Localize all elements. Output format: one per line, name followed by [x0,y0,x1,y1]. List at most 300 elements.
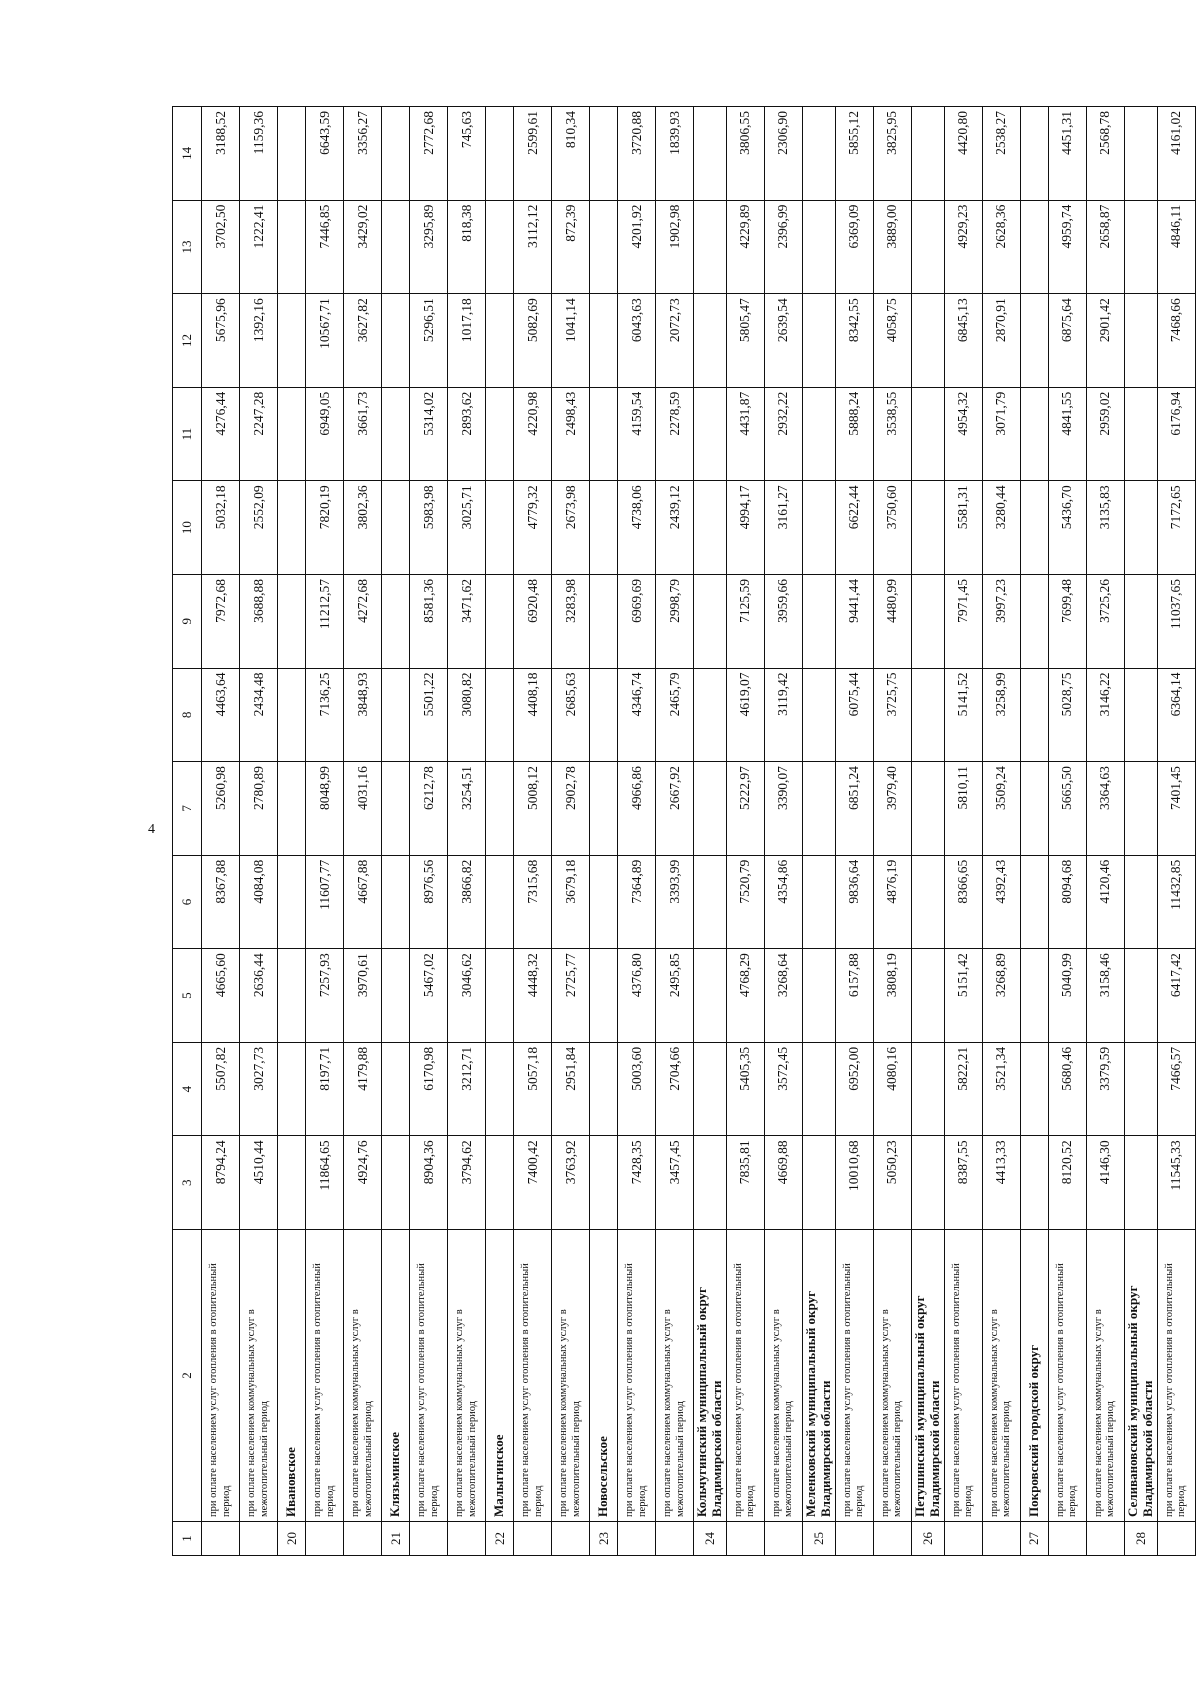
empty-cell [486,294,514,388]
value-cell: 4031,16 [344,762,382,856]
table-row [552,107,590,1556]
value-cell: 8342,55 [835,294,873,388]
value-cell: 4924,76 [344,1136,382,1230]
value-cell: 5050,23 [873,1136,911,1230]
value-cell: 6157,88 [835,949,873,1043]
value-cell: 3146,22 [1086,668,1124,762]
empty-cell [802,762,835,856]
row-index [514,1522,552,1556]
value-cell: 8581,36 [410,574,448,668]
value-cell: 7257,93 [306,949,344,1043]
empty-cell [382,1042,410,1136]
value-cell: 2552,09 [240,481,278,575]
value-cell: 4376,80 [618,949,656,1043]
table-row [982,107,1020,1556]
value-cell: 3280,44 [982,481,1020,575]
empty-cell [802,668,835,762]
group-row [382,107,410,1556]
group-row [1124,107,1157,1556]
value-cell: 3702,50 [202,200,240,294]
row-index: 26 [911,1522,944,1556]
empty-cell [590,107,618,201]
empty-cell [486,107,514,201]
value-cell: 7520,79 [726,855,764,949]
column-header: 12 [173,294,202,388]
empty-cell [1124,1042,1157,1136]
value-cell: 4159,54 [618,387,656,481]
empty-cell [1020,574,1048,668]
value-cell: 3725,75 [873,668,911,762]
value-cell: 4768,29 [726,949,764,1043]
value-cell: 810,34 [552,107,590,201]
value-cell: 4738,06 [618,481,656,575]
row-index [552,1522,590,1556]
value-cell: 5507,82 [202,1042,240,1136]
row-index [835,1522,873,1556]
table-row [202,107,240,1556]
value-cell: 11545,33 [1157,1136,1195,1230]
value-cell: 5040,99 [1048,949,1086,1043]
value-cell: 3866,82 [448,855,486,949]
empty-cell [1124,200,1157,294]
value-cell: 5665,50 [1048,762,1086,856]
column-header: 11 [173,387,202,481]
row-index: 22 [486,1522,514,1556]
row-label: при оплате населением услуг отопления в отопительный период [514,1230,552,1522]
empty-cell [694,200,727,294]
value-cell: 7468,66 [1157,294,1195,388]
value-cell: 4994,17 [726,481,764,575]
empty-cell [694,762,727,856]
value-cell: 2306,90 [764,107,802,201]
row-index [448,1522,486,1556]
empty-cell [278,200,306,294]
row-label: при оплате населением коммунальных услуг в межотопительный период [656,1230,694,1522]
value-cell: 1017,18 [448,294,486,388]
value-cell: 2658,87 [1086,200,1124,294]
table-row [1157,107,1195,1556]
empty-cell [590,574,618,668]
column-header: 4 [173,1042,202,1136]
value-cell: 3025,71 [448,481,486,575]
empty-cell [382,949,410,1043]
group-label: Селивановский муниципальный округ Владимирской области [1124,1230,1157,1522]
empty-cell [802,1042,835,1136]
value-cell: 7699,48 [1048,574,1086,668]
value-cell: 5003,60 [618,1042,656,1136]
row-index: 27 [1020,1522,1048,1556]
value-cell: 5855,12 [835,107,873,201]
value-cell: 4220,98 [514,387,552,481]
value-cell: 5028,75 [1048,668,1086,762]
value-cell: 2434,48 [240,668,278,762]
empty-cell [278,762,306,856]
table-row [448,107,486,1556]
group-row [802,107,835,1556]
value-cell: 4120,46 [1086,855,1124,949]
value-cell: 4392,43 [982,855,1020,949]
empty-cell [911,481,944,575]
empty-cell [1124,668,1157,762]
value-cell: 3119,42 [764,668,802,762]
empty-cell [486,1136,514,1230]
value-cell: 1159,36 [240,107,278,201]
value-cell: 2772,68 [410,107,448,201]
value-cell: 7971,45 [944,574,982,668]
value-cell: 3538,55 [873,387,911,481]
value-cell: 5888,24 [835,387,873,481]
table-row [514,107,552,1556]
value-cell: 2568,78 [1086,107,1124,201]
value-cell: 4966,86 [618,762,656,856]
empty-cell [911,668,944,762]
table-row [764,107,802,1556]
value-cell: 3071,79 [982,387,1020,481]
value-cell: 3390,07 [764,762,802,856]
empty-cell [382,574,410,668]
value-cell: 3429,02 [344,200,382,294]
empty-cell [382,762,410,856]
value-cell: 8197,71 [306,1042,344,1136]
value-cell: 3268,89 [982,949,1020,1043]
value-cell: 4229,89 [726,200,764,294]
group-label: Покровский городской округ [1020,1230,1048,1522]
value-cell: 3509,24 [982,762,1020,856]
value-cell: 11607,77 [306,855,344,949]
value-cell: 2439,12 [656,481,694,575]
value-cell: 5822,21 [944,1042,982,1136]
empty-cell [1124,574,1157,668]
value-cell: 5314,02 [410,387,448,481]
value-cell: 11037,65 [1157,574,1195,668]
value-cell: 2072,73 [656,294,694,388]
value-cell: 2893,62 [448,387,486,481]
row-label: при оплате населением коммунальных услуг в межотопительный период [344,1230,382,1522]
row-index: 28 [1124,1522,1157,1556]
value-cell: 745,63 [448,107,486,201]
value-cell: 4876,19 [873,855,911,949]
empty-cell [694,107,727,201]
value-cell: 6643,59 [306,107,344,201]
value-cell: 6875,64 [1048,294,1086,388]
value-cell: 5057,18 [514,1042,552,1136]
group-row [694,107,727,1556]
empty-cell [590,762,618,856]
empty-cell [802,107,835,201]
row-label: при оплате населением коммунальных услуг в межотопительный период [873,1230,911,1522]
column-header: 7 [173,762,202,856]
empty-cell [1124,1136,1157,1230]
value-cell: 4161,02 [1157,107,1195,201]
row-label: при оплате населением услуг отопления в отопительный период [1048,1230,1086,1522]
value-cell: 2870,91 [982,294,1020,388]
empty-cell [278,1136,306,1230]
value-cell: 6949,05 [306,387,344,481]
value-cell: 3679,18 [552,855,590,949]
value-cell: 4413,33 [982,1136,1020,1230]
value-cell: 5983,98 [410,481,448,575]
value-cell: 2498,43 [552,387,590,481]
empty-cell [486,1042,514,1136]
group-label: Новосельское [590,1230,618,1522]
empty-cell [590,949,618,1043]
empty-cell [1020,762,1048,856]
empty-cell [911,200,944,294]
value-cell: 4080,16 [873,1042,911,1136]
rotated-table-container [172,106,1187,1556]
value-cell: 6364,14 [1157,668,1195,762]
row-label: при оплате населением услуг отопления в отопительный период [618,1230,656,1522]
value-cell: 2673,98 [552,481,590,575]
empty-cell [382,200,410,294]
value-cell: 4201,92 [618,200,656,294]
value-cell: 11212,57 [306,574,344,668]
column-header: 8 [173,668,202,762]
column-header: 13 [173,200,202,294]
column-header: 1 [173,1522,202,1556]
group-label: Меленковский муниципальный округ Владимирской области [802,1230,835,1522]
value-cell: 6170,98 [410,1042,448,1136]
value-cell: 818,38 [448,200,486,294]
value-cell: 3997,23 [982,574,1020,668]
value-cell: 3393,99 [656,855,694,949]
empty-cell [802,481,835,575]
empty-cell [1020,1042,1048,1136]
empty-cell [1124,762,1157,856]
value-cell: 2932,22 [764,387,802,481]
value-cell: 2636,44 [240,949,278,1043]
value-cell: 6952,00 [835,1042,873,1136]
value-cell: 2628,36 [982,200,1020,294]
value-cell: 2725,77 [552,949,590,1043]
value-cell: 3627,82 [344,294,382,388]
empty-cell [486,574,514,668]
row-label: при оплате населением коммунальных услуг в межотопительный период [982,1230,1020,1522]
table-row [344,107,382,1556]
value-cell: 8794,24 [202,1136,240,1230]
empty-cell [278,668,306,762]
value-cell: 5467,02 [410,949,448,1043]
column-header: 3 [173,1136,202,1230]
value-cell: 4420,80 [944,107,982,201]
row-label: при оплате населением коммунальных услуг в межотопительный период [448,1230,486,1522]
value-cell: 4841,55 [1048,387,1086,481]
value-cell: 7972,68 [202,574,240,668]
row-label: при оплате населением коммунальных услуг в межотопительный период [764,1230,802,1522]
value-cell: 2278,59 [656,387,694,481]
value-cell: 6369,09 [835,200,873,294]
empty-cell [486,855,514,949]
value-cell: 7446,85 [306,200,344,294]
value-cell: 9441,44 [835,574,873,668]
group-label: Кольчугинский муниципальный округ Владимирской области [694,1230,727,1522]
table-row [240,107,278,1556]
value-cell: 8387,55 [944,1136,982,1230]
value-cell: 4179,88 [344,1042,382,1136]
tariff-table [172,106,1196,1556]
empty-cell [590,200,618,294]
empty-cell [486,762,514,856]
value-cell: 3046,62 [448,949,486,1043]
table-row [1048,107,1086,1556]
value-cell: 7428,35 [618,1136,656,1230]
empty-cell [486,387,514,481]
value-cell: 7466,57 [1157,1042,1195,1136]
value-cell: 8976,56 [410,855,448,949]
empty-cell [1124,855,1157,949]
value-cell: 3254,51 [448,762,486,856]
value-cell: 2704,66 [656,1042,694,1136]
value-cell: 6075,44 [835,668,873,762]
value-cell: 7136,25 [306,668,344,762]
empty-cell [278,1042,306,1136]
empty-cell [590,294,618,388]
empty-cell [1020,949,1048,1043]
row-label: при оплате населением коммунальных услуг в межотопительный период [1086,1230,1124,1522]
empty-cell [382,387,410,481]
value-cell: 5581,31 [944,481,982,575]
empty-cell [1124,107,1157,201]
table-row [873,107,911,1556]
value-cell: 3188,52 [202,107,240,201]
empty-cell [911,574,944,668]
value-cell: 7835,81 [726,1136,764,1230]
value-cell: 5501,22 [410,668,448,762]
value-cell: 3750,60 [873,481,911,575]
row-index: 20 [278,1522,306,1556]
value-cell: 10010,68 [835,1136,873,1230]
value-cell: 3457,45 [656,1136,694,1230]
value-cell: 4665,60 [202,949,240,1043]
empty-cell [911,855,944,949]
value-cell: 5032,18 [202,481,240,575]
value-cell: 7400,42 [514,1136,552,1230]
page-number: 4 [148,822,155,837]
value-cell: 3258,99 [982,668,1020,762]
row-index [410,1522,448,1556]
row-index [982,1522,1020,1556]
value-cell: 3848,93 [344,668,382,762]
value-cell: 4146,30 [1086,1136,1124,1230]
row-label: при оплате населением услуг отопления в отопительный период [410,1230,448,1522]
value-cell: 3112,12 [514,200,552,294]
value-cell: 3364,63 [1086,762,1124,856]
value-cell: 4276,44 [202,387,240,481]
value-cell: 4846,11 [1157,200,1195,294]
value-cell: 4959,74 [1048,200,1086,294]
value-cell: 2998,79 [656,574,694,668]
empty-cell [1124,294,1157,388]
empty-cell [694,949,727,1043]
empty-cell [1020,200,1048,294]
value-cell: 4451,31 [1048,107,1086,201]
value-cell: 7125,59 [726,574,764,668]
row-label: при оплате населением коммунальных услуг в межотопительный период [240,1230,278,1522]
value-cell: 6176,94 [1157,387,1195,481]
row-index: 25 [802,1522,835,1556]
empty-cell [694,387,727,481]
table-row [618,107,656,1556]
empty-cell [694,481,727,575]
value-cell: 4510,44 [240,1136,278,1230]
value-cell: 11432,85 [1157,855,1195,949]
empty-cell [911,1136,944,1230]
value-cell: 5405,35 [726,1042,764,1136]
value-cell: 7172,65 [1157,481,1195,575]
value-cell: 1392,16 [240,294,278,388]
row-index [726,1522,764,1556]
empty-cell [1124,481,1157,575]
value-cell: 3268,64 [764,949,802,1043]
value-cell: 5675,96 [202,294,240,388]
value-cell: 3356,27 [344,107,382,201]
value-cell: 8094,68 [1048,855,1086,949]
value-cell: 4667,88 [344,855,382,949]
value-cell: 2951,84 [552,1042,590,1136]
value-cell: 4954,32 [944,387,982,481]
value-cell: 2538,27 [982,107,1020,201]
empty-cell [1124,387,1157,481]
table-row [726,107,764,1556]
row-label: при оплате населением услуг отопления в отопительный период [306,1230,344,1522]
value-cell: 2247,28 [240,387,278,481]
value-cell: 8367,88 [202,855,240,949]
value-cell: 2902,78 [552,762,590,856]
value-cell: 2685,63 [552,668,590,762]
empty-cell [278,294,306,388]
value-cell: 3806,55 [726,107,764,201]
value-cell: 3970,61 [344,949,382,1043]
value-cell: 7364,89 [618,855,656,949]
value-cell: 3661,73 [344,387,382,481]
row-label: при оплате населением услуг отопления в отопительный период [202,1230,240,1522]
value-cell: 8048,99 [306,762,344,856]
value-cell: 2901,42 [1086,294,1124,388]
empty-cell [486,668,514,762]
value-cell: 3027,73 [240,1042,278,1136]
empty-cell [802,387,835,481]
empty-cell [278,949,306,1043]
empty-cell [382,481,410,575]
group-label: Петушинский муниципальный округ Владимирской области [911,1230,944,1522]
table-row [944,107,982,1556]
row-index [202,1522,240,1556]
empty-cell [486,200,514,294]
value-cell: 4448,32 [514,949,552,1043]
value-cell: 4272,68 [344,574,382,668]
row-index: 21 [382,1522,410,1556]
column-header: 5 [173,949,202,1043]
value-cell: 3283,98 [552,574,590,668]
row-label: при оплате населением услуг отопления в отопительный период [835,1230,873,1522]
value-cell: 6845,13 [944,294,982,388]
value-cell: 3161,27 [764,481,802,575]
empty-cell [382,294,410,388]
value-cell: 2667,92 [656,762,694,856]
empty-cell [590,855,618,949]
value-cell: 5805,47 [726,294,764,388]
table-row [306,107,344,1556]
value-cell: 1222,41 [240,200,278,294]
row-label: при оплате населением услуг отопления в отопительный период [726,1230,764,1522]
value-cell: 3379,59 [1086,1042,1124,1136]
value-cell: 8366,65 [944,855,982,949]
empty-cell [382,668,410,762]
empty-cell [590,387,618,481]
group-label: Клязьминское [382,1230,410,1522]
value-cell: 5436,70 [1048,481,1086,575]
value-cell: 872,39 [552,200,590,294]
